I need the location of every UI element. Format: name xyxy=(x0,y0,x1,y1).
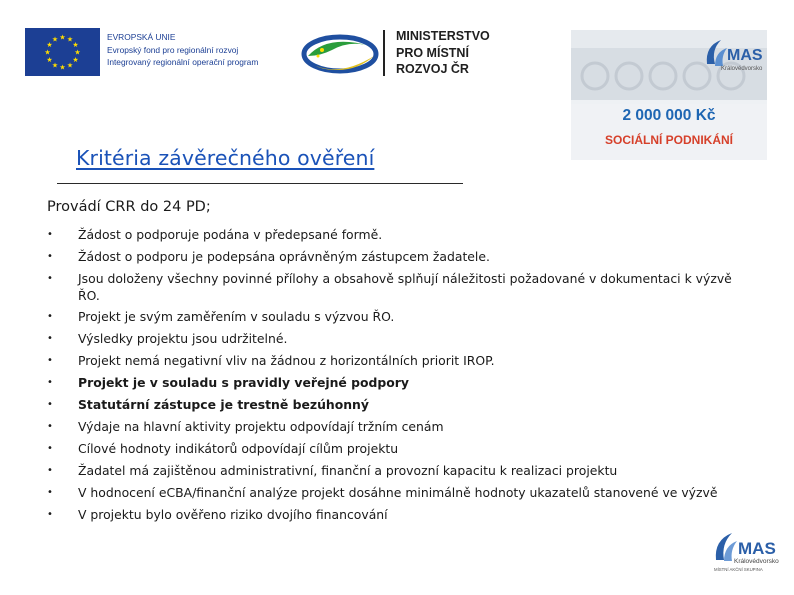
mas-tagline: MÍSTNÍ AKČNÍ SKUPINA xyxy=(714,567,763,572)
mmr-line2: PRO MÍSTNÍ xyxy=(396,45,469,60)
criteria-text: Žádost o podporuje podána v předepsané formě. xyxy=(78,227,383,242)
mas-name: MAS xyxy=(738,539,776,558)
criteria-text: Výdaje na hlavní aktivity projektu odpovídají tržním cenám xyxy=(78,419,444,434)
mmr-logo xyxy=(298,26,513,80)
bullet-icon: • xyxy=(47,399,53,410)
eu-star-icon: ★ xyxy=(46,56,53,64)
eu-star-icon: ★ xyxy=(51,61,59,70)
promo-mas-name: MAS xyxy=(727,47,763,64)
bullet-icon: • xyxy=(47,509,53,520)
bullet-icon: • xyxy=(47,311,53,322)
eu-star-icon: ★ xyxy=(74,48,81,57)
mmr-separator xyxy=(383,30,385,76)
criteria-text: V projektu bylo ověřeno riziko dvojího financování xyxy=(78,507,388,522)
criteria-text: Žadatel má zajištěnou administrativní, finanční a provozní kapacitu k realizaci projektu xyxy=(78,463,618,478)
criteria-text: V hodnocení eCBA/finanční analýze projekt dosáhne minimálně hodnoty ukazatelů stanovené ve výzvě xyxy=(78,485,718,500)
eu-star-icon: ★ xyxy=(59,33,66,42)
criteria-text: Projekt je v souladu s pravidly veřejné podpory xyxy=(78,375,409,390)
criteria-item xyxy=(47,372,747,394)
criteria-item xyxy=(47,482,747,504)
criteria-text: Žádost o podporu je podepsána oprávněným zástupcem žadatele. xyxy=(78,249,490,264)
criteria-item xyxy=(47,438,747,460)
bullet-icon: • xyxy=(47,333,53,344)
promo-subtitle: SOCIÁLNÍ PODNIKÁNÍ xyxy=(604,133,733,147)
bullet-icon: • xyxy=(47,465,53,476)
bullet-icon: • xyxy=(47,421,53,432)
eu-logo-line2: Evropský fond pro regionální rozvoj xyxy=(107,44,239,55)
promo-amount: 2 000 000 Kč xyxy=(622,107,716,124)
eu-logo xyxy=(25,28,280,76)
eu-logo-line3: Integrovaný regionální operační program xyxy=(107,57,259,67)
criteria-item xyxy=(47,306,747,328)
criteria-text: Projekt nemá negativní vliv na žádnou z horizontálních priorit IROP. xyxy=(78,353,495,368)
bullet-icon: • xyxy=(47,229,53,240)
bullet-icon: • xyxy=(47,443,53,454)
promo-mas-region: Královédvorsko xyxy=(721,66,763,72)
eu-flag-icon xyxy=(25,28,100,76)
criteria-item xyxy=(47,328,747,350)
criteria-text: Statutární zástupce je trestně bezúhonný xyxy=(78,397,369,412)
eu-star-icon: ★ xyxy=(66,61,74,70)
mas-region: Královédvorsko xyxy=(734,558,779,565)
criteria-item xyxy=(47,224,747,246)
criteria-text: Jsou doloženy všechny povinné přílohy a obsahově splňují náležitosti požadované v dokumentaci k výzvě ŘO. xyxy=(78,271,732,303)
bullet-icon: • xyxy=(47,377,53,388)
eu-star-icon: ★ xyxy=(44,48,51,57)
eu-star-icon: ★ xyxy=(51,35,59,44)
bullet-icon: • xyxy=(47,487,53,498)
criteria-item xyxy=(47,394,747,416)
page-title: Kritéria závěrečného ověření xyxy=(76,146,375,170)
title-divider xyxy=(57,183,463,184)
bullet-icon: • xyxy=(47,355,53,366)
bullet-icon: • xyxy=(47,251,53,262)
mas-logo xyxy=(712,528,782,574)
criteria-item xyxy=(47,350,747,372)
mas-swirl-icon xyxy=(716,533,737,561)
eu-star-icon: ★ xyxy=(46,41,53,49)
eu-star-icon: ★ xyxy=(72,56,79,64)
criteria-text: Výsledky projektu jsou udržitelné. xyxy=(78,331,288,346)
eu-logo-text xyxy=(107,31,258,69)
eu-star-icon: ★ xyxy=(72,41,79,49)
bullet-icon: • xyxy=(47,273,53,284)
eu-star-icon: ★ xyxy=(59,63,66,72)
eu-star-icon: ★ xyxy=(66,35,74,44)
mmr-logo-text xyxy=(396,28,490,78)
promo-mas-logo xyxy=(701,34,763,82)
promo-banner xyxy=(571,30,767,160)
criteria-item xyxy=(47,504,747,526)
mmr-line3: ROZVOJ ČR xyxy=(396,62,469,76)
intro-text: Provádí CRR do 24 PD; xyxy=(47,199,211,215)
criteria-item xyxy=(47,416,747,438)
criteria-list xyxy=(47,224,747,526)
criteria-item xyxy=(47,460,747,482)
mmr-emblem-icon xyxy=(298,26,380,80)
criteria-item xyxy=(47,268,747,306)
eu-logo-line1: EVROPSKÁ UNIE xyxy=(107,32,176,42)
mas-swirl-icon xyxy=(701,34,763,78)
criteria-text: Cílové hodnoty indikátorů odpovídají cílům projektu xyxy=(78,441,399,456)
criteria-text: Projekt je svým zaměřením v souladu s výzvou ŘO. xyxy=(78,309,395,324)
mmr-line1: MINISTERSTVO xyxy=(396,29,490,43)
criteria-item xyxy=(47,246,747,268)
